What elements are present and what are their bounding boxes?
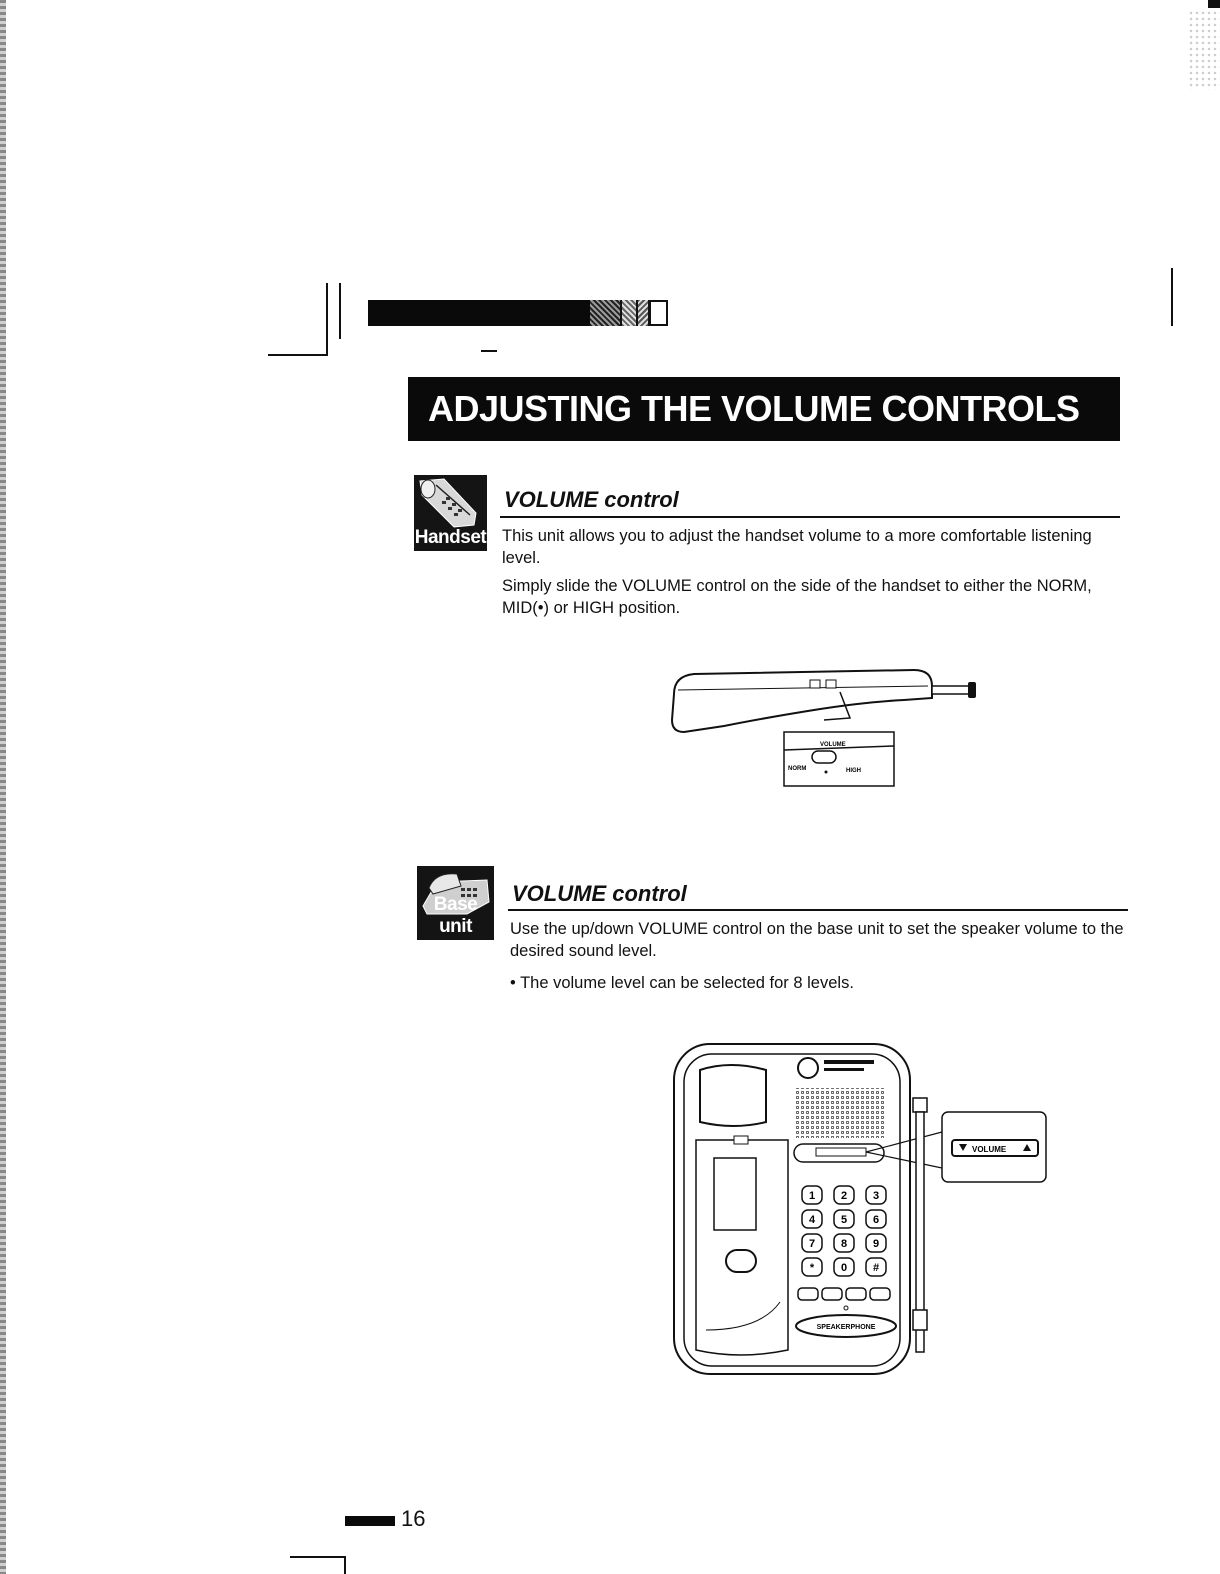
base-volume-callout-label: VOLUME bbox=[972, 1145, 1007, 1154]
keypad-key: 7 bbox=[808, 1238, 816, 1250]
handset-paragraph-1: This unit allows you to adjust the handset volume to a more comfortable listening level. bbox=[502, 527, 1092, 567]
keypad-key: 1 bbox=[808, 1190, 816, 1202]
base-unit-illustration bbox=[670, 1040, 1052, 1380]
handset-side-illustration bbox=[664, 660, 984, 792]
keypad-key: 3 bbox=[872, 1190, 880, 1202]
base-unit-bullet: • The volume level can be selected for 8 levels. bbox=[510, 974, 854, 992]
base-unit-section-heading: VOLUME control bbox=[512, 881, 687, 906]
handset-icon-label: Handset bbox=[414, 527, 487, 548]
base-unit-paragraph-1: Use the up/down VOLUME control on the base unit to set the speaker volume to the desired sound level. bbox=[510, 920, 1124, 960]
corner-mark bbox=[1208, 0, 1220, 8]
keypad-key: 4 bbox=[808, 1214, 816, 1226]
crop-mark bbox=[1171, 268, 1173, 326]
section-rule bbox=[508, 909, 1128, 911]
handset-high-label: HIGH bbox=[846, 768, 861, 774]
crop-mark bbox=[344, 1556, 346, 1574]
header-bar bbox=[368, 300, 668, 326]
keypad-key: # bbox=[872, 1262, 880, 1274]
page-title: ADJUSTING THE VOLUME CONTROLS bbox=[408, 377, 1120, 441]
keypad-key: * bbox=[809, 1262, 815, 1274]
crop-mark bbox=[326, 283, 328, 355]
base-unit-icon-label: Base unit bbox=[433, 894, 478, 937]
keypad-key: 6 bbox=[872, 1214, 880, 1226]
handset-volume-label: VOLUME bbox=[820, 742, 846, 748]
crop-mark bbox=[481, 350, 497, 352]
crop-mark bbox=[290, 1556, 346, 1558]
page-edge bbox=[0, 0, 6, 1574]
keypad-key: 0 bbox=[840, 1262, 848, 1274]
scan-speckle bbox=[1188, 10, 1220, 90]
keypad-key: 2 bbox=[840, 1190, 848, 1202]
keypad-key: 5 bbox=[840, 1214, 848, 1226]
page-number-bar bbox=[345, 1516, 395, 1526]
handset-section-heading: VOLUME control bbox=[504, 487, 679, 512]
handset-section-icon bbox=[414, 475, 487, 551]
speakerphone-label: SPEAKERPHONE bbox=[816, 1324, 876, 1331]
keypad-key: 9 bbox=[872, 1238, 880, 1250]
base-unit-section-icon bbox=[417, 866, 494, 940]
keypad-key: 8 bbox=[840, 1238, 848, 1250]
handset-paragraph-2: Simply slide the VOLUME control on the side of the handset to either the NORM, MID(•) or HIGH position. bbox=[502, 577, 1092, 617]
section-rule bbox=[500, 516, 1120, 518]
crop-mark bbox=[268, 354, 328, 356]
page-number: 16 bbox=[401, 1506, 426, 1531]
crop-mark bbox=[339, 283, 341, 339]
handset-norm-label: NORM bbox=[788, 766, 807, 772]
